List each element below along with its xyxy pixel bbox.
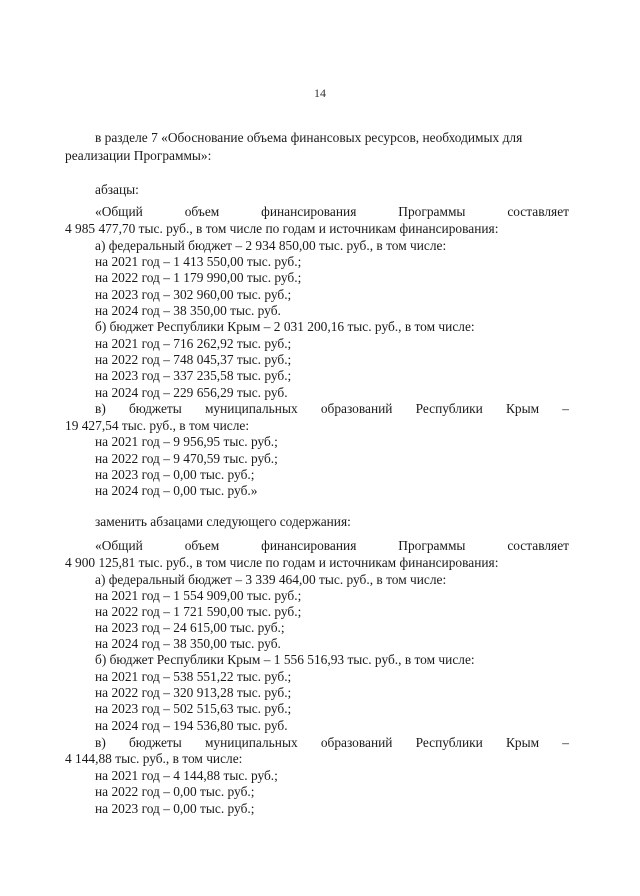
word: объем — [184, 538, 220, 553]
old-rk-2021: на 2021 год – 716 262,92 тыс. руб.; — [95, 336, 292, 351]
word: бюджеты — [128, 401, 182, 416]
old-total-line — [95, 204, 569, 221]
word: объем — [184, 204, 220, 219]
old-mun-2024: на 2024 год – 0,00 тыс. руб.» — [95, 483, 258, 498]
word: «Общий — [95, 204, 143, 219]
new-rk-2021: на 2021 год – 538 551,22 тыс. руб.; — [95, 669, 292, 684]
old-mun-2023: на 2023 год – 0,00 тыс. руб.; — [95, 467, 255, 482]
word: муниципальных — [204, 401, 298, 416]
word: в) — [95, 735, 106, 750]
word: финансирования — [261, 538, 357, 553]
old-rk-2023: на 2023 год – 337 235,58 тыс. руб.; — [95, 368, 292, 383]
new-rk-head: б) бюджет Республики Крым – 1 556 516,93 тыс. руб., в том числе: — [95, 652, 475, 667]
old-rk-2022: на 2022 год – 748 045,37 тыс. руб.; — [95, 352, 292, 367]
new-fed-2023: на 2023 год – 24 615,00 тыс. руб.; — [95, 620, 285, 635]
word: бюджеты — [128, 735, 182, 750]
new-mun-line — [95, 735, 569, 752]
old-rk-head: б) бюджет Республики Крым – 2 031 200,16 тыс. руб., в том числе: — [95, 319, 475, 334]
word: Крым — [505, 735, 540, 750]
old-rk-2024: на 2024 год – 229 656,29 тыс. руб. — [95, 385, 288, 400]
intro-line-2: реализации Программы»: — [65, 148, 212, 163]
old-mun-2022: на 2022 год – 9 470,59 тыс. руб.; — [95, 451, 278, 466]
word: – — [562, 735, 569, 750]
new-fed-2022: на 2022 год – 1 721 590,00 тыс. руб.; — [95, 604, 302, 619]
word: – — [562, 401, 569, 416]
new-mun-cont: 4 144,88 тыс. руб., в том числе: — [65, 751, 243, 766]
word: образований — [320, 401, 393, 416]
replace-label: заменить абзацами следующего содержания: — [95, 514, 351, 529]
old-total-cont: 4 985 477,70 тыс. руб., в том числе по годам и источникам финансирования: — [65, 221, 499, 236]
word: муниципальных — [204, 735, 298, 750]
word: Республики — [415, 735, 483, 750]
new-rk-2024: на 2024 год – 194 536,80 тыс. руб. — [95, 718, 288, 733]
word: составляет — [507, 538, 569, 553]
word: в) — [95, 401, 106, 416]
word: Крым — [505, 401, 540, 416]
word: Программы — [398, 204, 466, 219]
old-fed-2021: на 2021 год – 1 413 550,00 тыс. руб.; — [95, 254, 302, 269]
word: образований — [320, 735, 393, 750]
old-mun-line — [95, 401, 569, 418]
page-number: 14 — [314, 86, 326, 100]
word: Республики — [415, 401, 483, 416]
new-fed-2021: на 2021 год – 1 554 909,00 тыс. руб.; — [95, 588, 302, 603]
word: Программы — [398, 538, 466, 553]
new-mun-2022: на 2022 год – 0,00 тыс. руб.; — [95, 784, 255, 799]
new-total-cont: 4 900 125,81 тыс. руб., в том числе по годам и источникам финансирования: — [65, 555, 499, 570]
new-total-line — [95, 538, 569, 555]
old-fed-2023: на 2023 год – 302 960,00 тыс. руб.; — [95, 287, 292, 302]
new-mun-2021: на 2021 год – 4 144,88 тыс. руб.; — [95, 768, 278, 783]
old-fed-head: а) федеральный бюджет – 2 934 850,00 тыс. руб., в том числе: — [95, 238, 447, 253]
new-fed-head: а) федеральный бюджет – 3 339 464,00 тыс. руб., в том числе: — [95, 572, 447, 587]
new-fed-2024: на 2024 год – 38 350,00 тыс. руб. — [95, 636, 281, 651]
word: финансирования — [261, 204, 357, 219]
old-mun-2021: на 2021 год – 9 956,95 тыс. руб.; — [95, 434, 278, 449]
word: составляет — [507, 204, 569, 219]
intro-line-1: в разделе 7 «Обоснование объема финансовых ресурсов, необходимых для — [95, 130, 523, 145]
old-fed-2024: на 2024 год – 38 350,00 тыс. руб. — [95, 303, 281, 318]
old-fed-2022: на 2022 год – 1 179 990,00 тыс. руб.; — [95, 270, 302, 285]
word: «Общий — [95, 538, 143, 553]
new-rk-2022: на 2022 год – 320 913,28 тыс. руб.; — [95, 685, 292, 700]
old-mun-cont: 19 427,54 тыс. руб., в том числе: — [65, 418, 250, 433]
new-mun-2023: на 2023 год – 0,00 тыс. руб.; — [95, 801, 255, 816]
new-rk-2023: на 2023 год – 502 515,63 тыс. руб.; — [95, 701, 292, 716]
abzacy-label: абзацы: — [95, 182, 139, 197]
